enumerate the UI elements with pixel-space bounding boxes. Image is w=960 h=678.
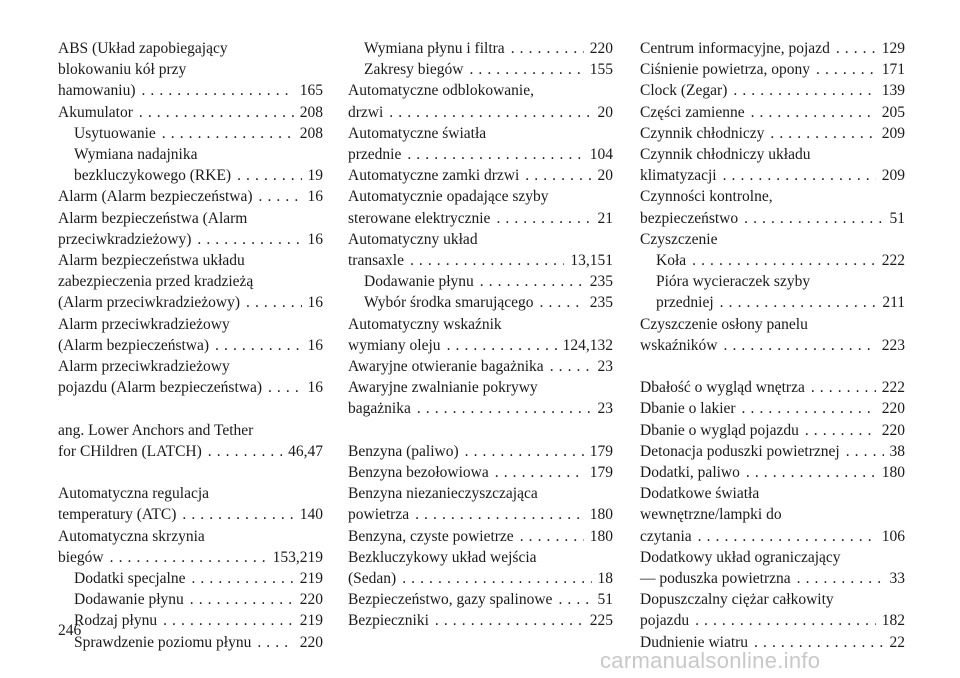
index-entry-text: Czynności kontrolne,: [640, 188, 773, 206]
index-entry: [58, 292, 323, 313]
index-entry-text: Dodatkowe światła: [640, 485, 760, 503]
index-entry: [640, 123, 905, 144]
index-entry-text: pojazdu: [640, 612, 690, 630]
index-entry: [58, 123, 323, 144]
index-entry: [348, 526, 613, 547]
index-entry: [640, 314, 905, 335]
index-entry-page: 223: [881, 336, 905, 354]
index-entry-page: 220: [589, 40, 613, 57]
dot-leader: [135, 80, 293, 101]
index-entry-text: (Sedan): [348, 570, 397, 588]
index-entry-page: 129: [881, 40, 905, 57]
index-entry: [58, 356, 323, 377]
index-column-3: [640, 38, 905, 653]
dot-leader: [519, 165, 591, 186]
dot-leader: [411, 398, 592, 419]
index-entry-page: 171: [881, 61, 905, 79]
index-entry-text: Automatyczny układ: [348, 230, 478, 248]
index-entry-text: przedniej: [656, 294, 714, 312]
index-entry-text: Dudnienie wiatru: [640, 633, 749, 651]
index-spacer: [348, 420, 613, 441]
dot-leader: [184, 589, 294, 610]
dot-leader: [104, 547, 267, 568]
index-entry-text: Dodatkowy układ ograniczający: [640, 548, 841, 566]
index-entry: [640, 589, 905, 610]
index-entry-text: biegów: [58, 548, 104, 566]
index-entry-text: blokowaniu kół przy: [58, 61, 187, 79]
index-entry: [58, 165, 323, 186]
index-entry-text: Akumulator: [58, 103, 133, 121]
index-entry-text: Benzyna bezołowiowa: [348, 464, 489, 482]
index-entry: [348, 102, 613, 123]
index-entry: [58, 38, 323, 59]
index-entry: [58, 144, 323, 165]
index-entry: [58, 483, 323, 504]
dot-leader: [805, 377, 876, 398]
index-entry: [58, 589, 323, 610]
index-entry-text: Wymiana nadajnika: [74, 146, 198, 164]
index-entry-page: 209: [881, 124, 905, 142]
index-entry: [640, 38, 905, 59]
index-entry-text: Zakresy biegów: [364, 61, 464, 79]
index-entry: [348, 335, 613, 356]
dot-leader: [764, 123, 875, 144]
dot-leader: [799, 420, 876, 441]
index-entry-text: drzwi: [348, 103, 384, 121]
index-entry-text: Benzyna, czyste powietrze: [348, 527, 514, 545]
index-entry: [348, 80, 613, 101]
dot-leader: [717, 165, 876, 186]
index-entry-text: Clock (Zegar): [640, 82, 728, 100]
index-entry: [58, 102, 323, 123]
index-entry-page: 209: [881, 167, 905, 185]
index-entry-text: wymiany oleju: [348, 336, 441, 354]
index-entry-text: Automatyczna regulacja: [58, 485, 210, 503]
index-entry: [640, 80, 905, 101]
index-entry-text: Bezpieczniki: [348, 612, 429, 630]
index-entry-page: 220: [299, 633, 323, 651]
index-entry: [58, 377, 323, 398]
index-entry-page: 225: [589, 612, 613, 630]
index-entry: [348, 292, 613, 313]
dot-leader: [738, 208, 883, 229]
index-entry: [348, 59, 613, 80]
index-entry-text: Czynnik chłodniczy układu: [640, 146, 811, 164]
dot-leader: [209, 335, 301, 356]
index-entry: [348, 441, 613, 462]
dot-leader: [133, 102, 294, 123]
index-entry: [58, 186, 323, 207]
dot-leader: [718, 335, 876, 356]
dot-leader: [459, 441, 584, 462]
index-entry-page: 205: [881, 103, 905, 121]
index-entry: [640, 59, 905, 80]
index-entry: [58, 420, 323, 441]
index-entry-text: Usytuowanie: [74, 124, 156, 142]
index-entry-page: 22: [889, 633, 905, 651]
index-entry-page: 155: [589, 61, 613, 79]
index-entry: [640, 547, 905, 568]
index-entry: [348, 229, 613, 250]
index-entry-text: Alarm bezpieczeństwa (Alarm: [58, 209, 248, 227]
index-entry: [640, 377, 905, 398]
index-entry: [640, 186, 905, 207]
index-entry-text: — poduszka powietrzna: [640, 570, 791, 588]
index-entry-text: Dodawanie płynu: [74, 591, 184, 609]
index-entry-text: (Alarm przeciwkradzieżowy): [58, 294, 241, 312]
dot-leader: [191, 229, 301, 250]
index-entry: [348, 462, 613, 483]
index-entry-text: bezkluczykowego (RKE): [74, 167, 232, 185]
index-entry-text: bezpieczeństwo: [640, 209, 739, 227]
dot-leader: [810, 59, 876, 80]
index-entry-text: Pióra wycieraczek szyby: [656, 273, 811, 291]
index-entry: [640, 292, 905, 313]
index-entry-text: Alarm przeciwkradzieżowy: [58, 358, 230, 376]
index-entry: [640, 165, 905, 186]
index-entry-text: Rodzaj płynu: [74, 612, 158, 630]
index-entry: [348, 547, 613, 568]
dot-leader: [463, 59, 583, 80]
index-column-1: [58, 38, 323, 653]
index-entry-page: 208: [299, 103, 323, 121]
index-column-2: [348, 38, 613, 632]
dot-leader: [736, 398, 876, 419]
index-entry-page: 21: [597, 209, 613, 227]
index-entry-text: Dodawanie płynu: [364, 273, 474, 291]
index-entry-text: zabezpieczenia przed kradzieżą: [58, 273, 254, 291]
index-entry-text: przednie: [348, 146, 402, 164]
index-entry-text: Dbałość o wygląd wnętrza: [640, 379, 805, 397]
index-entry-page: 219: [299, 612, 323, 630]
index-entry-page: 16: [307, 294, 323, 312]
index-entry-page: 153,219: [272, 548, 323, 566]
index-entry: [348, 208, 613, 229]
dot-leader: [514, 526, 584, 547]
index-entry: [640, 144, 905, 165]
dot-leader: [505, 38, 584, 59]
index-entry-page: 220: [299, 591, 323, 609]
dot-leader: [231, 165, 301, 186]
index-entry-page: 18: [597, 570, 613, 588]
index-entry-page: 180: [881, 464, 905, 482]
index-entry: [640, 271, 905, 292]
index-entry-page: 38: [889, 442, 905, 460]
index-entry-text: ABS (Układ zapobiegający: [58, 40, 228, 57]
index-entry-page: 165: [299, 82, 323, 100]
index-entry-text: przeciwkradzieżowy): [58, 230, 192, 248]
index-entry-text: Alarm (Alarm bezpieczeństwa): [58, 188, 253, 206]
index-entry-page: 180: [589, 527, 613, 545]
dot-leader: [409, 504, 584, 525]
index-entry: [58, 610, 323, 631]
dot-leader: [157, 610, 294, 631]
index-entry-page: 16: [307, 188, 323, 206]
index-entry: [348, 483, 613, 504]
dot-leader: [176, 504, 293, 525]
index-entry-text: transaxle: [348, 252, 404, 270]
dot-leader: [745, 102, 876, 123]
index-entry-page: 46,47: [288, 442, 323, 460]
index-entry: [348, 610, 613, 631]
index-entry: [58, 314, 323, 335]
index-entry-text: Alarm przeciwkradzieżowy: [58, 315, 230, 333]
index-entry-text: powietrza: [348, 506, 410, 524]
dot-leader: [544, 356, 592, 377]
index-entry-page: 140: [299, 506, 323, 524]
index-entry-text: wskaźników: [640, 336, 718, 354]
index-entry-page: 33: [889, 570, 905, 588]
index-entry: [640, 420, 905, 441]
index-entry-text: pojazdu (Alarm bezpieczeństwa): [58, 379, 262, 397]
index-entry-text: Automatyczne zamki drzwi: [348, 167, 520, 185]
index-entry-text: czytania: [640, 527, 692, 545]
index-entry: [640, 229, 905, 250]
index-entry: [348, 568, 613, 589]
index-entry-text: Automatyczna skrzynia: [58, 527, 205, 545]
index-entry-text: Automatyczne odblokowanie,: [348, 82, 534, 100]
index-entry: [640, 102, 905, 123]
index-entry: [348, 250, 613, 271]
index-entry-page: 23: [597, 400, 613, 418]
index-spacer: [640, 356, 905, 377]
index-entry: [58, 504, 323, 525]
index-entry-text: Dodatki, paliwo: [640, 464, 740, 482]
index-entry-page: 139: [881, 82, 905, 100]
index-entry: [58, 80, 323, 101]
index-entry-text: Automatyczne światła: [348, 124, 487, 142]
dot-leader: [429, 610, 584, 631]
index-entry-text: Centrum informacyjne, pojazd: [640, 40, 830, 57]
index-entry: [348, 377, 613, 398]
index-entry: [58, 335, 323, 356]
dot-leader: [830, 38, 876, 59]
index-entry-page: 235: [589, 273, 613, 291]
index-entry: [640, 335, 905, 356]
dot-leader: [714, 292, 877, 313]
index-entry: [640, 610, 905, 631]
index-entry-text: Wybór środka smarującego: [364, 294, 534, 312]
dot-leader: [383, 102, 591, 123]
index-entry: [348, 38, 613, 59]
watermark: carmanualsonline.info: [600, 648, 821, 673]
index-entry-page: 13,151: [570, 252, 613, 270]
index-entry: [348, 356, 613, 377]
index-entry-page: 16: [307, 336, 323, 354]
index-entry-text: Benzyna niezanieczyszczająca: [348, 485, 538, 503]
index-entry: [58, 526, 323, 547]
index-entry-text: klimatyzacji: [640, 167, 717, 185]
index-entry: [348, 398, 613, 419]
dot-leader: [441, 335, 557, 356]
index-entry-text: (Alarm bezpieczeństwa): [58, 336, 210, 354]
index-entry-text: Dbanie o lakier: [640, 400, 736, 418]
index-entry-page: 220: [881, 421, 905, 439]
dot-leader: [689, 610, 876, 631]
dot-leader: [552, 589, 591, 610]
index-spacer: [58, 398, 323, 419]
dot-leader: [474, 271, 584, 292]
index-entry-text: Bezpieczeństwo, gazy spalinowe: [348, 591, 553, 609]
index-entry: [58, 271, 323, 292]
index-entry-page: 23: [597, 358, 613, 376]
dot-leader: [740, 462, 876, 483]
index-entry-text: Sprawdzenie poziomu płynu: [74, 633, 252, 651]
index-entry-text: Części zamienne: [640, 103, 745, 121]
dot-leader: [490, 208, 591, 229]
index-entry-text: Awaryjne zwalnianie pokrywy: [348, 379, 538, 397]
index-entry: [640, 568, 905, 589]
index-entry-text: hamowaniu): [58, 82, 136, 100]
dot-leader: [262, 377, 302, 398]
index-entry-page: 219: [299, 570, 323, 588]
dot-leader: [240, 292, 301, 313]
index-entry: [640, 462, 905, 483]
index-entry-page: 179: [589, 464, 613, 482]
index-entry-page: 182: [881, 612, 905, 630]
index-entry: [58, 547, 323, 568]
index-entry: [58, 632, 323, 653]
index-entry: [640, 398, 905, 419]
index-entry-text: ang. Lower Anchors and Tether: [58, 421, 254, 439]
index-entry: [640, 504, 905, 525]
index-entry-text: Bezkluczykowy układ wejścia: [348, 548, 537, 566]
dot-leader: [401, 144, 583, 165]
index-entry-page: 222: [881, 379, 905, 397]
index-entry-text: Automatycznie opadające szyby: [348, 188, 549, 206]
index-entry: [58, 208, 323, 229]
index-entry-page: 211: [882, 294, 905, 312]
dot-leader: [489, 462, 584, 483]
dot-leader: [396, 568, 591, 589]
index-entry-text: wewnętrzne/lampki do: [640, 506, 782, 524]
index-entry: [58, 59, 323, 80]
dot-leader: [202, 441, 282, 462]
index-entry: [640, 483, 905, 504]
dot-leader: [686, 250, 876, 271]
index-entry-text: bagażnika: [348, 400, 411, 418]
index-entry-page: 20: [597, 167, 613, 185]
index-entry-text: for CHildren (LATCH): [58, 442, 202, 460]
index-entry: [348, 504, 613, 525]
index-entry: [640, 441, 905, 462]
index-entry-page: 19: [307, 167, 323, 185]
index-entry-page: 235: [589, 294, 613, 312]
page-number: 246: [58, 622, 82, 639]
index-entry-text: Detonacja poduszki powietrznej: [640, 442, 840, 460]
dot-leader: [840, 441, 884, 462]
index-entry-page: 180: [589, 506, 613, 524]
index-entry: [348, 123, 613, 144]
dot-leader: [253, 186, 302, 207]
index-entry: [58, 568, 323, 589]
index-entry-page: 208: [299, 124, 323, 142]
dot-leader: [727, 80, 875, 101]
index-entry-page: 222: [881, 252, 905, 270]
dot-leader: [791, 568, 884, 589]
index-entry: [58, 250, 323, 271]
index-entry: [348, 271, 613, 292]
index-entry-page: 106: [881, 527, 905, 545]
index-entry: [58, 441, 323, 462]
index-entry: [640, 250, 905, 271]
index-entry-text: Koła: [656, 252, 687, 270]
index-entry-text: Benzyna (paliwo): [348, 442, 459, 460]
index-entry-page: 124,132: [562, 336, 613, 354]
index-entry-text: Dbanie o wygląd pojazdu: [640, 421, 799, 439]
index-entry: [640, 208, 905, 229]
index-entry-text: Czynnik chłodniczy: [640, 124, 765, 142]
index-entry-text: temperatury (ATC): [58, 506, 177, 524]
index-entry-text: Alarm bezpieczeństwa układu: [58, 252, 245, 270]
dot-leader: [534, 292, 584, 313]
dot-leader: [404, 250, 564, 271]
index-entry-text: Wymiana płynu i filtra: [364, 40, 505, 57]
index-entry-page: 104: [589, 146, 613, 164]
dot-leader: [185, 568, 293, 589]
index-entry-text: Dopuszczalny ciężar całkowity: [640, 591, 834, 609]
dot-leader: [156, 123, 294, 144]
index-entry: [348, 589, 613, 610]
index-entry: [348, 186, 613, 207]
index-entry-text: Czyszczenie osłony panelu: [640, 315, 808, 333]
index-entry: [640, 526, 905, 547]
index-entry-text: Automatyczny wskaźnik: [348, 315, 502, 333]
index-entry-page: 220: [881, 400, 905, 418]
index-entry: [348, 144, 613, 165]
index-entry: [348, 314, 613, 335]
index-entry-text: Awaryjne otwieranie bagażnika: [348, 358, 544, 376]
index-entry-text: sterowane elektrycznie: [348, 209, 491, 227]
index-entry-page: 20: [597, 103, 613, 121]
index-entry: [348, 165, 613, 186]
index-entry-page: 51: [889, 209, 905, 227]
dot-leader: [251, 632, 293, 653]
index-spacer: [58, 462, 323, 483]
index-entry-page: 16: [307, 230, 323, 248]
index-entry-page: 51: [597, 591, 613, 609]
index-entry-text: Czyszczenie: [640, 230, 718, 248]
index-entry: [58, 229, 323, 250]
index-entry-text: Ciśnienie powietrza, opony: [640, 61, 811, 79]
dot-leader: [692, 526, 876, 547]
index-entry-text: Dodatki specjalne: [74, 570, 186, 588]
index-entry-page: 179: [589, 442, 613, 460]
index-entry-page: 16: [307, 379, 323, 397]
